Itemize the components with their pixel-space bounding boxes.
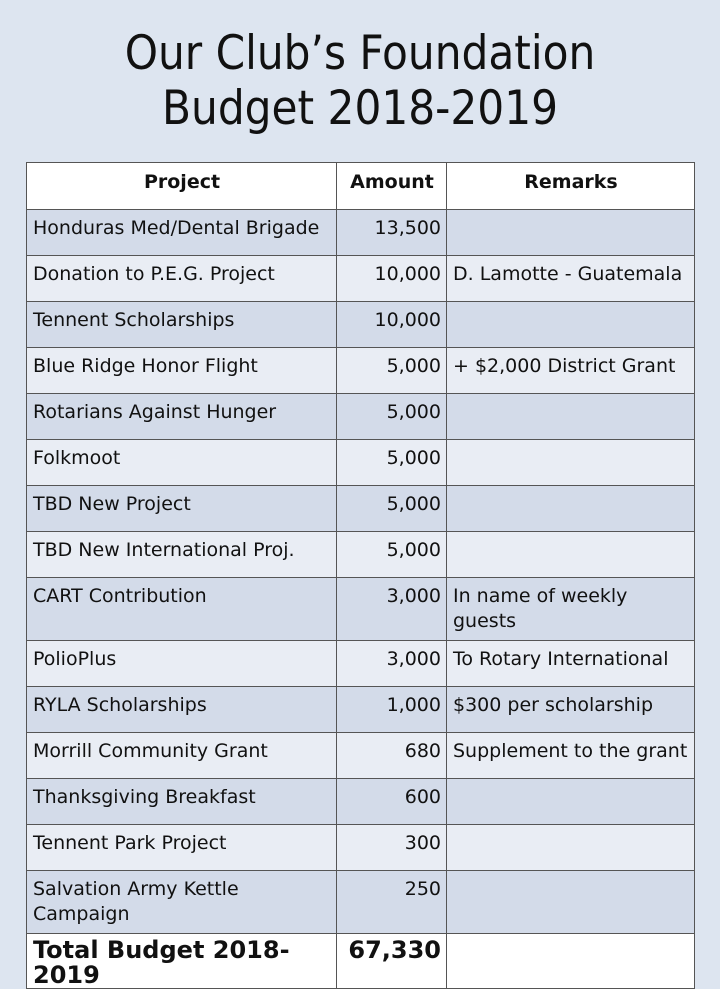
project-cell: Folkmoot xyxy=(27,440,337,486)
amount-cell: 10,000 xyxy=(337,302,447,348)
column-header-project: Project xyxy=(27,163,337,210)
remarks-cell: $300 per scholarship xyxy=(447,687,695,733)
total-amount: 67,330 xyxy=(337,934,447,989)
table-row xyxy=(27,302,695,348)
budget-table xyxy=(26,162,695,989)
remarks-cell: Supplement to the grant xyxy=(447,733,695,779)
remarks-cell: In name of weekly guests xyxy=(447,578,695,641)
remarks-cell xyxy=(447,394,695,440)
project-cell: Thanksgiving Breakfast xyxy=(27,779,337,825)
table-row xyxy=(27,394,695,440)
remarks-cell xyxy=(447,302,695,348)
table-row xyxy=(27,256,695,302)
amount-cell: 250 xyxy=(337,871,447,934)
remarks-cell xyxy=(447,532,695,578)
table-header-row xyxy=(27,163,695,210)
remarks-cell xyxy=(447,486,695,532)
remarks-cell xyxy=(447,779,695,825)
column-header-remarks: Remarks xyxy=(447,163,695,210)
table-row xyxy=(27,641,695,687)
table-row xyxy=(27,687,695,733)
table-row xyxy=(27,871,695,934)
title-line-1: Our Club’s Foundation xyxy=(124,26,596,81)
table-row xyxy=(27,825,695,871)
total-remarks xyxy=(447,934,695,989)
project-cell: Tennent Scholarships xyxy=(27,302,337,348)
page-title xyxy=(0,26,720,136)
project-cell: TBD New International Proj. xyxy=(27,532,337,578)
amount-cell: 5,000 xyxy=(337,532,447,578)
remarks-cell xyxy=(447,825,695,871)
amount-cell: 13,500 xyxy=(337,210,447,256)
amount-cell: 5,000 xyxy=(337,348,447,394)
project-cell: CART Contribution xyxy=(27,578,337,641)
remarks-cell: To Rotary International xyxy=(447,641,695,687)
table-row xyxy=(27,779,695,825)
remarks-cell: + $2,000 District Grant xyxy=(447,348,695,394)
table-row xyxy=(27,733,695,779)
amount-cell: 300 xyxy=(337,825,447,871)
project-cell: Blue Ridge Honor Flight xyxy=(27,348,337,394)
table-row xyxy=(27,486,695,532)
table-row xyxy=(27,532,695,578)
project-cell: Morrill Community Grant xyxy=(27,733,337,779)
project-cell: PolioPlus xyxy=(27,641,337,687)
table-row xyxy=(27,210,695,256)
project-cell: RYLA Scholarships xyxy=(27,687,337,733)
project-cell: Honduras Med/Dental Brigade xyxy=(27,210,337,256)
amount-cell: 5,000 xyxy=(337,486,447,532)
remarks-cell xyxy=(447,871,695,934)
title-line-2: Budget 2018-2019 xyxy=(162,81,558,136)
total-label: Total Budget 2018-2019 xyxy=(27,934,337,989)
amount-cell: 680 xyxy=(337,733,447,779)
column-header-amount: Amount xyxy=(337,163,447,210)
amount-cell: 3,000 xyxy=(337,641,447,687)
total-row xyxy=(27,934,695,989)
project-cell: Rotarians Against Hunger xyxy=(27,394,337,440)
table-row xyxy=(27,440,695,486)
table-row xyxy=(27,578,695,641)
remarks-cell: D. Lamotte - Guatemala xyxy=(447,256,695,302)
remarks-cell xyxy=(447,440,695,486)
amount-cell: 3,000 xyxy=(337,578,447,641)
amount-cell: 5,000 xyxy=(337,440,447,486)
amount-cell: 10,000 xyxy=(337,256,447,302)
table-row xyxy=(27,348,695,394)
project-cell: Donation to P.E.G. Project xyxy=(27,256,337,302)
project-cell: TBD New Project xyxy=(27,486,337,532)
project-cell: Salvation Army Kettle Campaign xyxy=(27,871,337,934)
amount-cell: 1,000 xyxy=(337,687,447,733)
amount-cell: 5,000 xyxy=(337,394,447,440)
remarks-cell xyxy=(447,210,695,256)
amount-cell: 600 xyxy=(337,779,447,825)
project-cell: Tennent Park Project xyxy=(27,825,337,871)
